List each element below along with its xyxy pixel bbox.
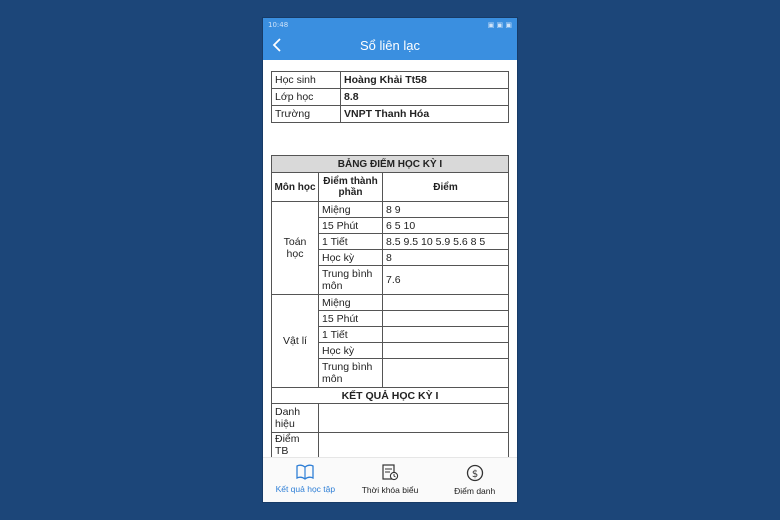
student-info-table xyxy=(271,71,509,123)
score-value xyxy=(383,311,509,327)
svg-text:$: $ xyxy=(471,469,478,480)
score-value: 8 xyxy=(383,250,509,266)
col-subject-header: Môn học xyxy=(272,173,319,202)
table-row xyxy=(272,295,509,311)
score-value: 8.5 9.5 10 5.9 5.6 8 5 xyxy=(383,234,509,250)
page-title: Sổ liên lạc xyxy=(360,38,420,53)
book-icon xyxy=(296,464,314,480)
phone-screen xyxy=(263,18,517,502)
component-label: 15 Phút xyxy=(319,218,383,234)
student-name: Hoàng Khải Tt58 xyxy=(341,72,509,89)
grades-title: BẢNG ĐIỂM HỌC KỲ I xyxy=(272,156,509,173)
table-row xyxy=(272,202,509,218)
school-row xyxy=(272,106,509,123)
score-value xyxy=(383,359,509,388)
student-label: Học sinh xyxy=(272,72,341,89)
result-title: KẾT QUẢ HỌC KỲ I xyxy=(272,388,509,404)
nav-item-attendance[interactable] xyxy=(432,458,517,502)
component-label: Trung bình môn xyxy=(319,359,383,388)
component-label: Trung bình môn xyxy=(319,266,383,295)
score-value xyxy=(383,327,509,343)
nav-label: Kết quả học tập xyxy=(275,484,336,494)
class-row xyxy=(272,89,509,106)
status-bar xyxy=(263,18,517,31)
score-value: 6 5 10 xyxy=(383,218,509,234)
app-bar xyxy=(263,31,517,60)
back-arrow-icon xyxy=(271,38,283,52)
col-component-header: Điểm thành phần xyxy=(319,173,383,202)
nav-item-results[interactable] xyxy=(263,458,348,502)
result-label: Điểm TB xyxy=(272,433,319,458)
dollar-icon xyxy=(466,464,484,482)
score-value: 8 9 xyxy=(383,202,509,218)
result-label: Danh hiệu xyxy=(272,404,319,433)
nav-label: Thời khóa biểu xyxy=(361,485,419,495)
content-area[interactable] xyxy=(263,60,517,457)
subject-name: Vật lí xyxy=(272,295,319,388)
grades-table xyxy=(271,155,509,457)
component-label: Học kỳ xyxy=(319,250,383,266)
component-label: Miệng xyxy=(319,202,383,218)
student-row xyxy=(272,72,509,89)
score-value xyxy=(383,295,509,311)
nav-item-schedule[interactable] xyxy=(348,458,433,502)
bottom-navigation xyxy=(263,457,517,502)
result-value xyxy=(319,404,509,433)
component-label: Miệng xyxy=(319,295,383,311)
school-value: VNPT Thanh Hóa xyxy=(341,106,509,123)
component-label: 1 Tiết xyxy=(319,327,383,343)
score-value xyxy=(383,343,509,359)
component-label: 15 Phút xyxy=(319,311,383,327)
score-value: 7.6 xyxy=(383,266,509,295)
class-label: Lớp học xyxy=(272,89,341,106)
subject-name: Toán học xyxy=(272,202,319,295)
back-button[interactable] xyxy=(268,36,286,54)
status-time: 10:48 xyxy=(268,20,289,29)
col-score-header: Điểm xyxy=(383,173,509,202)
nav-label: Điểm danh xyxy=(454,486,496,496)
result-value xyxy=(319,433,509,458)
class-value: 8.8 xyxy=(341,89,509,106)
schedule-icon xyxy=(381,464,399,481)
component-label: 1 Tiết xyxy=(319,234,383,250)
school-label: Trường xyxy=(272,106,341,123)
table-row xyxy=(272,433,509,458)
component-label: Học kỳ xyxy=(319,343,383,359)
status-icons: ▣ ▣ ▣ xyxy=(487,20,512,29)
table-row xyxy=(272,404,509,433)
